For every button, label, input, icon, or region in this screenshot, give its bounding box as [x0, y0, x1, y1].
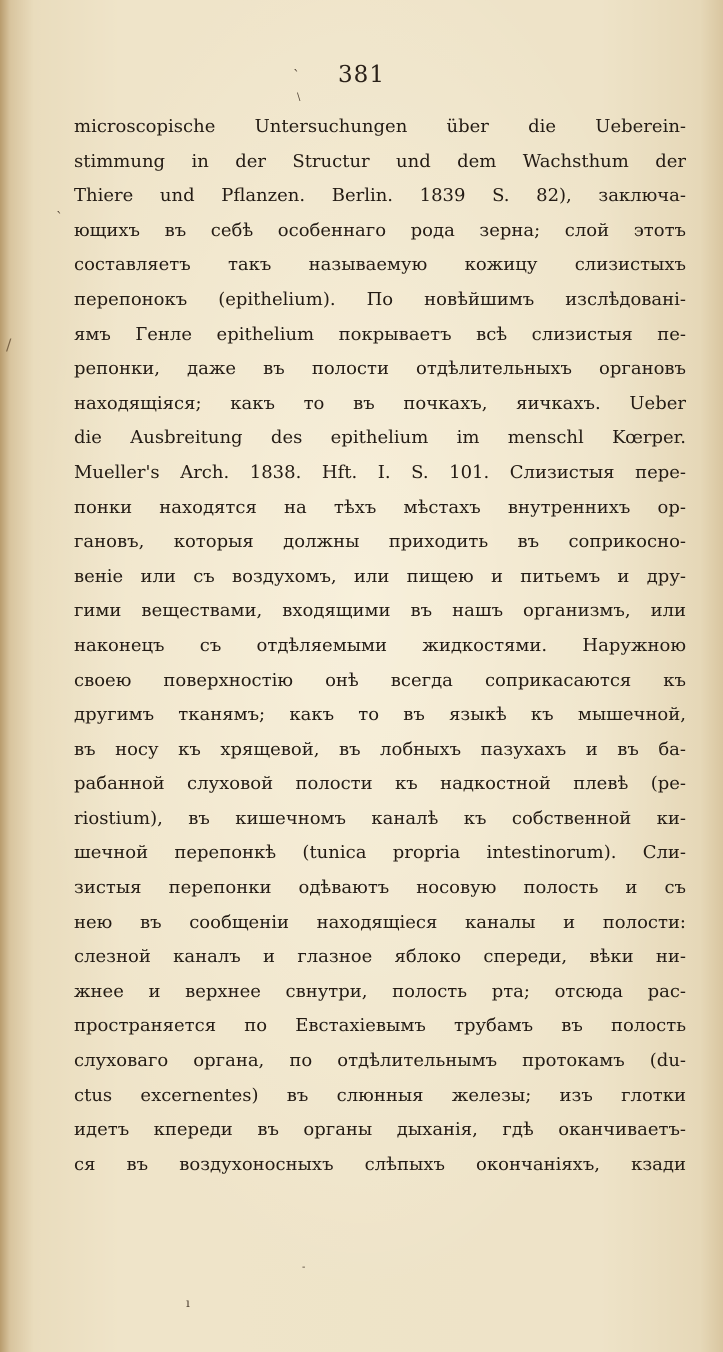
text-line: слезной каналъ и глазное яблоко спереди, вѣки ни-	[74, 946, 686, 968]
text-line: Thiere und Pflanzen. Berlin. 1839 S. 82), заключа-	[74, 185, 686, 207]
ink-mark: ˋ	[56, 210, 63, 226]
text-line: microscopische Untersuchungen über die Uebereіn-	[74, 116, 686, 137]
text-line: ctus excernentes) въ слюнныя железы; изъ глотки	[74, 1084, 686, 1106]
text-line: шечной перепонкѣ (tunica propria intestinorum). Сли-	[74, 842, 686, 864]
text-line: рабанной слуховой полости къ надкостной плевѣ (pe-	[74, 773, 686, 795]
text-line: ся въ воздухоносныхъ слѣпыхъ окончаніяхъ, кзади	[74, 1153, 686, 1175]
text-line: другимъ тканямъ; какъ то въ языкѣ къ мышечной,	[74, 704, 686, 726]
page-number: 381	[338, 62, 385, 88]
text-line: ямъ Генле epithelium покрываетъ всѣ слизистыя пе-	[74, 323, 686, 345]
text-line: веніе или съ воздухомъ, или пищею и питьемъ и дру-	[74, 565, 686, 587]
text-line: своею поверхностію онѣ всегда соприкасаются къ	[74, 669, 686, 691]
text-line: составляетъ такъ называемую кожицу слизистыхъ	[74, 254, 686, 276]
ink-mark: /	[6, 335, 12, 354]
text-line: репонки, даже въ полости отдѣлительныхъ органовъ	[74, 358, 686, 380]
text-line: Mueller's Arch. 1838. Hft. I. S. 101. Слизистыя пере-	[74, 461, 686, 483]
ink-mark: ı	[186, 1296, 190, 1310]
text-line: понки находятся на тѣхъ мѣстахъ внутреннихъ ор-	[74, 496, 686, 518]
ink-mark: ˋ	[293, 68, 300, 84]
text-line: зистыя перепонки одѣваютъ носовую полость и съ	[74, 877, 686, 899]
text-line: ющихъ въ себѣ особеннаго рода зерна; слой этотъ	[74, 219, 686, 241]
text-line: stimmung in der Structur und dem Wachsthum der	[74, 150, 686, 172]
ink-mark: \	[297, 92, 301, 103]
text-line: пространяется по Евстахіевымъ трубамъ въ полость	[74, 1015, 686, 1037]
text-line: нею въ сообщеніи находящіеся каналы и полости:	[74, 911, 686, 933]
text-line: жнее и верхнее свнутри, полость рта; отсюда рас-	[74, 980, 686, 1002]
text-line: находящіяся; какъ то въ почкахъ, яичкахъ. Ueber	[74, 392, 686, 414]
text-line: идетъ кпереди въ органы дыханія, гдѣ оканчиваетъ-	[74, 1119, 686, 1141]
text-line: riostium), въ кишечномъ каналѣ къ собственной ки-	[74, 807, 686, 829]
text-line: гими веществами, входящими въ нашъ организмъ, или	[74, 600, 686, 622]
text-line: перепонокъ (epithelium). По новѣйшимъ изслѣдовані-	[74, 288, 686, 310]
text-line: die Ausbreitung des epithelium im menschl Kœrper.	[74, 427, 686, 449]
body-text	[74, 110, 686, 1182]
text-line: гановъ, которыя должны приходить въ соприкосно-	[74, 531, 686, 553]
ink-mark: -	[302, 1262, 306, 1273]
text-line: въ носу къ хрящевой, въ лобныхъ пазухахъ и въ ба-	[74, 738, 686, 760]
text-line: наконецъ съ отдѣляемыми жидкостями. Наружною	[74, 634, 686, 656]
text-line: слуховаго органа, по отдѣлительнымъ протокамъ (du-	[74, 1050, 686, 1072]
